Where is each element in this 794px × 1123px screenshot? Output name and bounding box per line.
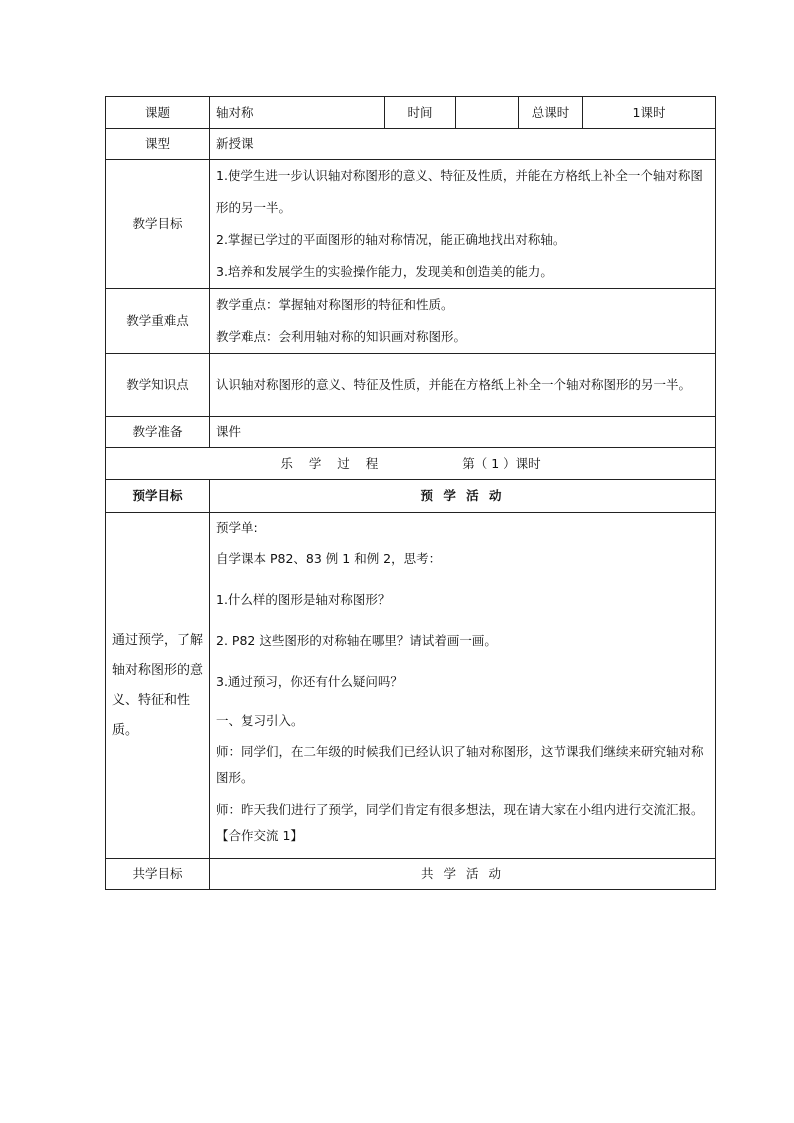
prelearn-item: 师：同学们，在二年级的时候我们已经认识了轴对称图形，这节课我们继续来研究轴对称图形。 (216, 744, 704, 785)
prelearn-goal-header: 预学目标 (106, 480, 210, 513)
colearn-activity-header: 共 学 活 动 (210, 859, 716, 890)
prelearn-item: 1.什么样的图形是轴对称图形？ (216, 592, 391, 607)
lesson-plan-table (105, 96, 716, 890)
goals-label: 教学目标 (106, 160, 210, 289)
prelearn-item: 一、复习引入。 (216, 713, 304, 728)
prelearn-activity-header: 预 学 活 动 (210, 480, 716, 513)
row-prelearn-header (106, 480, 716, 513)
key-points-content (210, 289, 716, 354)
row-prelearn-body (106, 513, 716, 859)
goals-content (210, 160, 716, 289)
row-process-title (106, 448, 716, 480)
total-hours-value: 1课时 (583, 97, 716, 129)
process-title: 乐 学 过 程 (280, 455, 385, 471)
goal-item: 1.使学生进一步认识轴对称图形的意义、特征及性质，并能在方格纸上补全一个轴对称图形的另一半。 (216, 168, 703, 215)
row-key-points (106, 289, 716, 354)
row-colearn-header (106, 859, 716, 890)
prep-label: 教学准备 (106, 417, 210, 448)
prelearn-item: 自学课本 P82、83 例 1 和例 2，思考： (216, 551, 442, 566)
prelearn-item: 3.通过预习，你还有什么疑问吗？ (216, 674, 403, 689)
lesson-number: 第（ 1 ）课时 (462, 455, 541, 471)
knowledge-label: 教学知识点 (106, 354, 210, 417)
goal-item: 2.掌握已学过的平面图形的轴对称情况，能正确地找出对称轴。 (216, 232, 566, 247)
prelearn-activity-content (210, 513, 716, 859)
prep-value: 课件 (210, 417, 716, 448)
prelearn-goal-text: 通过预学，了解轴对称图形的意义、特征和性质。 (106, 513, 210, 859)
prelearn-item: 预学单: (216, 520, 258, 535)
key-points-label: 教学重难点 (106, 289, 210, 354)
key-point-item: 教学重点：掌握轴对称图形的特征和性质。 (216, 297, 454, 312)
row-knowledge (106, 354, 716, 417)
topic-label: 课题 (106, 97, 210, 129)
prelearn-item: 师：昨天我们进行了预学，同学们肯定有很多想法，现在请大家在小组内进行交流汇报。【合作交流 1】 (216, 802, 704, 843)
type-label: 课型 (106, 129, 210, 160)
row-prep (106, 417, 716, 448)
time-value (456, 97, 519, 129)
row-goals (106, 160, 716, 289)
knowledge-text: 认识轴对称图形的意义、特征及性质，并能在方格纸上补全一个轴对称图形的另一半。 (210, 354, 716, 417)
key-point-item: 教学难点：会利用轴对称的知识画对称图形。 (216, 329, 467, 344)
row-topic (106, 97, 716, 129)
prelearn-item: 2. P82 这些图形的对称轴在哪里？请试着画一画。 (216, 633, 497, 648)
topic-value: 轴对称 (210, 97, 385, 129)
row-type (106, 129, 716, 160)
colearn-goal-header: 共学目标 (106, 859, 210, 890)
process-title-cell (106, 448, 716, 480)
type-value: 新授课 (210, 129, 716, 160)
time-label: 时间 (385, 97, 456, 129)
goal-item: 3.培养和发展学生的实验操作能力，发现美和创造美的能力。 (216, 264, 553, 279)
total-hours-label: 总课时 (519, 97, 583, 129)
